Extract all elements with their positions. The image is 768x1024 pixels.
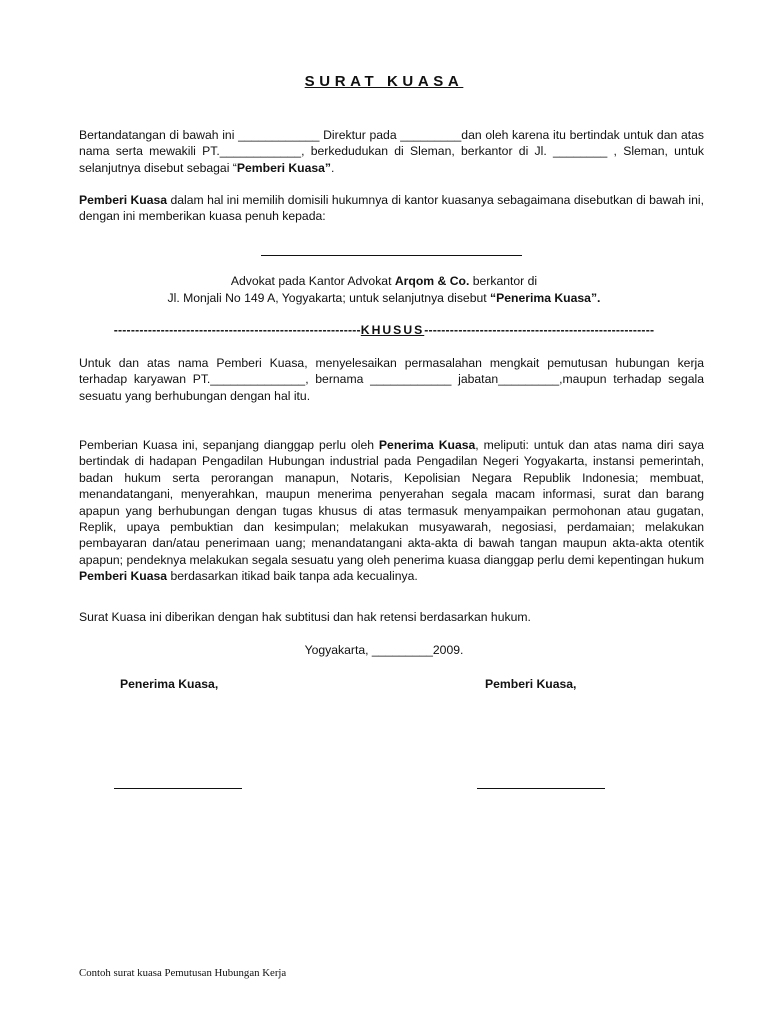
advocate-text-end: berkantor di <box>469 274 538 288</box>
domicile-text: dalam hal ini memilih domisili hukumnya di kantor kuasanya sebagaimana disebutkan di bawah ini, dengan ini memberikan kuasa penuh kepada: <box>79 193 704 224</box>
powers-grantee-term: Penerima Kuasa <box>378 438 476 452</box>
domicile-term: Pemberi Kuasa <box>79 193 168 207</box>
grantor-text-end: . <box>331 160 335 175</box>
powers-grantor-term: Pemberi Kuasa <box>79 569 168 584</box>
domicile-paragraph <box>79 192 704 225</box>
attorney-name-line <box>261 255 522 256</box>
powers-text: Pemberian Kuasa ini, sepanjang dianggap perlu oleh <box>79 438 379 452</box>
address-line <box>0 290 768 306</box>
grantee-signature-label: Penerima Kuasa, <box>120 677 219 691</box>
grantor-signature-label: Pemberi Kuasa, <box>485 677 577 691</box>
divider-dashes-right: ------------------------------------------------------ <box>424 323 655 337</box>
place-date: Yogyakarta, _________2009. <box>304 643 464 657</box>
special-section-divider <box>0 322 768 338</box>
footer-caption: Contoh surat kuasa Pemutusan Hubungan Kerja <box>79 967 287 979</box>
scope-paragraph: Untuk dan atas nama Pemberi Kuasa, menyelesaikan permasalahan mengkait pemutusan hubungan kerja terhadap karyawan PT.______________, bernama ____________ jabatan_________,maupun terhadap segala sesuatu yang berhubungan dengan hal itu. <box>79 356 704 403</box>
grantee-signature-line <box>114 788 242 789</box>
advocate-text: Advokat pada Kantor Advokat <box>230 274 395 288</box>
special-heading: KHUSUS <box>360 323 425 337</box>
divider-dashes-left: ---------------------------------------------------------- <box>113 323 361 337</box>
grantor-text: Bertandatangan di bawah ini ____________ Direktur pada _________dan oleh karena itu bertindak untuk dan atas nama serta mewakili PT.____________, berkedudukan di Sleman, berkantor di Jl. ________ , Sleman, untuk selanjutnya disebut sebagai “ <box>79 128 704 175</box>
powers-text-middle: , meliputi: untuk dan atas nama diri saya bertindak di hadapan Pengadilan Hubungan industrial pada Pengadilan Negeri Yogyakarta, instansi pemerintah, badan hukum serta perorangan manapun, Notaris, Kepolisian Negara Republik Indonesia; membuat, menandatangani, menyerahkan, maupun menerima penyerahan segala macam informasi, surat dan barang apapun yang berhubungan dengan tugas khusus di atas termasuk menyampaikan permohonan atau gugatan, Replik, upaya pembuktian dan kesimpulan; melakukan musyawarah, negosiasi, perdamaian; melakukan pembayaran dan/atau penerimaan uang; menandatangani akta-akta di bawah tangan maupun akta-akta otentik apapun; pendeknya melakukan segala sesuatu yang oleh penerima kuasa dianggap perlu demi kepentingan hukum <box>79 438 705 567</box>
grantor-signature-line <box>477 788 605 789</box>
grantor-term: Pemberi Kuasa” <box>236 160 332 175</box>
grantor-paragraph <box>79 127 704 176</box>
address-text: Jl. Monjali No 149 A, Yogyakarta; untuk selanjutnya disebut <box>167 291 491 305</box>
powers-paragraph <box>79 437 704 585</box>
document-title: SURAT KUASA <box>304 73 464 90</box>
advocate-line <box>0 273 768 289</box>
law-firm-name: Arqom & Co. <box>394 274 470 288</box>
grantee-term: “Penerima Kuasa”. <box>490 291 601 305</box>
substitution-paragraph: Surat Kuasa ini diberikan dengan hak subtitusi dan hak retensi berdasarkan hukum. <box>79 610 531 624</box>
powers-text-end: berdasarkan itikad baik tanpa ada kecualinya. <box>167 569 418 584</box>
